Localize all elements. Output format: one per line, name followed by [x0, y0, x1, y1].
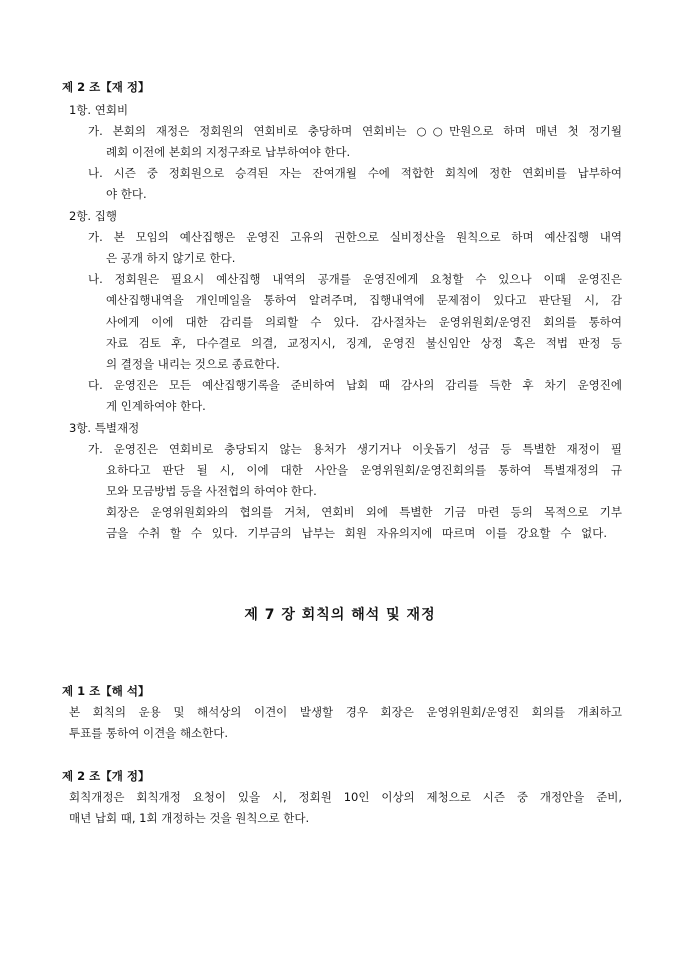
clause-line: 자료 검토 후, 다수결로 의결, 교정지시, 징계, 운영진 불신임안 상정 혹은 적법 판정 등: [106, 336, 622, 350]
article-body-line: 회칙개정은 회칙개정 요청이 있을 시, 정회원 10인 이상의 제청으로 시즌 중 개정안을 준비,: [69, 790, 622, 804]
clause-line: 예산집행내역을 개인메일을 통하여 알려주며, 집행내역에 문제점이 있다고 판단될 시, 감: [106, 293, 622, 307]
clause-line: 금을 수취 할 수 있다. 기부금의 납부는 회원 자유의지에 따르며 이를 강요할 수 없다.: [106, 526, 607, 540]
clause-line: 사에게 이에 대한 감리를 의뢰할 수 있다. 감사절차는 운영위원회/운영진 회의를 통하여: [106, 315, 622, 329]
section-title-annual-fee: 1항. 연회비: [69, 103, 129, 117]
clause-line: 가. 본 모임의 예산집행은 운영진 고유의 권한으로 실비정산을 원칙으로 하며 예산집행 내역: [88, 230, 622, 244]
article-body-line: 투표를 통하여 이견을 해소한다.: [69, 726, 229, 740]
clause-line: 나. 정회원은 필요시 예산집행 내역의 공개를 운영진에게 요청할 수 있으나 이때 운영진은: [88, 272, 622, 286]
article-heading-finance: 제 2 조【재 정】: [62, 80, 150, 94]
article-heading-revision: 제 2 조【개 정】: [62, 769, 150, 783]
clause-line: 의 결정을 내리는 것으로 종료한다.: [106, 357, 280, 371]
clause-line: 나. 시즌 중 정회원으로 승격된 자는 잔여개월 수에 적합한 회칙에 정한 연회비를 납부하여: [88, 166, 622, 180]
clause-line: 모와 모금방법 등을 사전협의 하여야 한다.: [106, 484, 317, 498]
clause-line: 가. 운영진은 연회비로 충당되지 않는 용처가 생기거나 이웃돕기 성금 등 특별한 재정이 필: [88, 442, 622, 456]
section-title-special-finance: 3항. 특별재정: [69, 421, 140, 435]
clause-line: 다. 운영진은 모든 예산집행기록을 준비하여 납회 때 감사의 감리를 득한 후 차기 운영진에: [88, 378, 622, 392]
clause-line: 은 공개 하지 않기로 한다.: [106, 251, 236, 265]
clause-line: 게 인계하여야 한다.: [106, 399, 206, 413]
article-body-line: 본 회칙의 운용 및 해석상의 이견이 발생할 경우 회장은 운영위원회/운영진 회의를 개최하고: [69, 705, 622, 719]
chapter-title: 제 7 장 회칙의 해석 및 재정: [244, 607, 436, 623]
clause-line: 야 한다.: [106, 187, 147, 201]
clause-line: 례회 이전에 본회의 지정구좌로 납부하여야 한다.: [106, 145, 351, 159]
clause-line: 회장은 운영위원회와의 협의를 거쳐, 연회비 외에 특별한 기금 마련 등의 목적으로 기부: [106, 505, 622, 519]
article-body-line: 매년 납회 때, 1회 개정하는 것을 원칙으로 한다.: [69, 811, 310, 825]
article-heading-interpretation: 제 1 조【해 석】: [62, 684, 150, 698]
clause-line: 가. 본회의 재정은 정회원의 연회비로 충당하며 연회비는 ○○만원으로 하며 매년 첫 정기월: [88, 124, 622, 138]
section-title-execution: 2항. 집행: [69, 209, 117, 223]
clause-line: 요하다고 판단 될 시, 이에 대한 사안을 운영위원회/운영진회의를 통하여 특별재정의 규: [106, 463, 622, 477]
